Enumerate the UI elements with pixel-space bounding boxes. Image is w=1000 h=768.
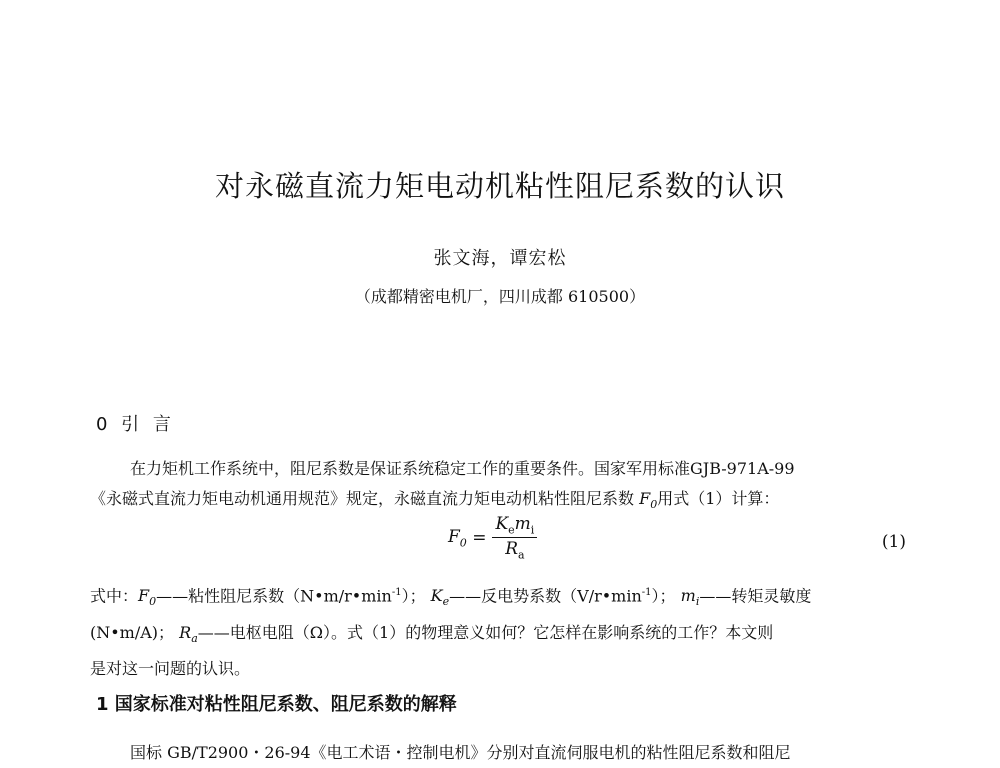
intro-line-2-text-a: 《永磁式直流力矩电动机通用规范》规定，永磁直流力矩电动机粘性阻尼系数: [90, 489, 640, 508]
symbol-f0-sub: 0: [650, 498, 658, 512]
def-t4: ——反电势系数（V/r•min: [449, 586, 642, 606]
def-mi-letter: m: [680, 586, 696, 606]
intro-line-1: 在力矩机工作系统中，阻尼系数是保证系统稳定工作的重要条件。国家军用标准GJB-971A-99: [130, 459, 795, 478]
def-line-2: [90, 618, 908, 654]
equation-1: [448, 514, 537, 562]
def-t8: ——电枢电阻（Ω）。式（1）的物理意义如何？它怎样在影响系统的工作？本文则: [197, 622, 774, 642]
section-1-heading: 1 国家标准对粘性阻尼系数、阻尼系数的解释: [96, 694, 457, 715]
section-0-heading: 0 引 言: [96, 414, 175, 435]
equation-number: (1): [881, 532, 906, 552]
def-t6: ——转矩灵敏度: [699, 586, 812, 606]
def-ke-letter: K: [430, 586, 443, 606]
def-mi-sub: i: [695, 595, 700, 609]
eq-equals: =: [466, 527, 487, 548]
def-ra: [179, 622, 198, 645]
def-f0-letter: F: [138, 586, 150, 606]
def-ra-letter: R: [179, 622, 192, 642]
symbol-f0-letter: F: [639, 489, 651, 508]
def-t1: 式中：: [90, 586, 139, 606]
eq-num-k-sub: e: [508, 523, 515, 537]
paper-affiliation: （成都精密电机厂，四川成都 610500）: [354, 287, 646, 306]
def-line-1: [90, 578, 908, 618]
def-ke-sub: e: [442, 595, 450, 609]
symbol-f0: [639, 489, 658, 512]
section-1-paragraph: [90, 738, 908, 768]
def-t5: ）；: [651, 586, 676, 606]
eq-num-k: K: [495, 514, 509, 534]
def-mi: [680, 586, 700, 609]
eq-den-sub: a: [518, 548, 525, 562]
definitions-paragraph: [90, 578, 908, 684]
intro-line-2-text-b: 用式（1）计算：: [657, 489, 780, 508]
eq-lhs-sub: 0: [459, 536, 467, 550]
def-sup-1: -1: [391, 587, 402, 598]
eq-num-m-sub: i: [530, 523, 535, 537]
def-ra-sub: a: [191, 631, 198, 645]
def-t2: ——粘性阻尼系数（N•m/r•min: [156, 586, 392, 606]
eq-fraction: [492, 514, 537, 562]
section-1-line-1: 国标 GB/T2900・26-94《电工术语・控制电机》分别对直流伺服电机的粘性阻尼系数和阻尼: [130, 743, 791, 762]
def-ke: [430, 586, 450, 609]
eq-den-r: R: [505, 539, 519, 560]
eq-denominator: [505, 538, 524, 561]
intro-paragraph: [90, 454, 908, 520]
def-t7: (N•m/A)；: [90, 622, 175, 642]
eq-num-m: m: [514, 514, 531, 534]
eq-lhs: [448, 527, 467, 549]
eq-lhs-letter: F: [448, 526, 460, 547]
def-sup-2: -1: [641, 587, 652, 598]
def-line-3: 是对这一问题的认识。: [90, 658, 251, 678]
eq-numerator: [492, 514, 537, 538]
def-f0-sub: 0: [149, 595, 157, 609]
paper-authors: 张文海，谭宏松: [433, 248, 567, 269]
def-f0: [138, 586, 157, 609]
def-t3: ）；: [401, 586, 426, 606]
paper-title: 对永磁直流力矩电动机粘性阻尼系数的认识: [214, 169, 785, 203]
